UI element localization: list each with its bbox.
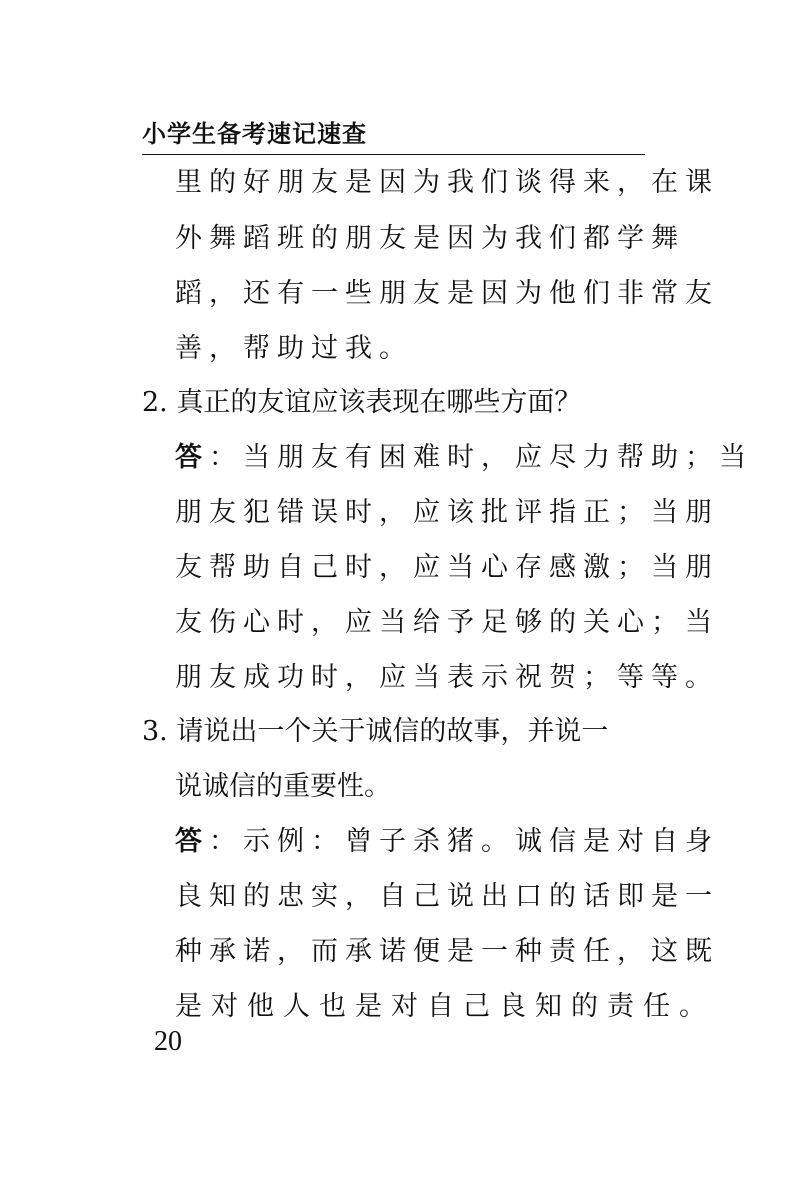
answer-label: 答: [175, 826, 209, 857]
answer-2-first-line: [175, 438, 753, 478]
answer-text: ：当朋友有困难时，应尽力帮助；当: [209, 442, 753, 473]
answer-line: 朋友犯错误时，应该批评指正；当朋: [175, 497, 719, 528]
question-3-line: 3. 请说出一个关于诚信的故事，并说一: [142, 716, 609, 747]
answer-line: 友帮助自己时，应当心存感激；当朋: [175, 552, 719, 583]
header-rule: [142, 154, 645, 155]
page-number: 20: [154, 1026, 182, 1057]
answer-line: 友伤心时，应当给予足够的关心；当: [175, 607, 719, 638]
text-line: 外舞蹈班的朋友是因为我们都学舞: [175, 223, 685, 254]
answer-line: 朋友成功时，应当表示祝贺；等等。: [175, 662, 719, 693]
text-line: 里的好朋友是因为我们谈得来，在课: [175, 167, 719, 198]
answer-text: ：示例：曾子杀猪。诚信是对自身: [209, 826, 719, 857]
text-line: 蹈，还有一些朋友是因为他们非常友: [175, 278, 719, 309]
question-3-line: 说诚信的重要性。: [175, 771, 391, 802]
answer-3-first-line: [175, 822, 719, 862]
question-2: 2. 真正的友谊应该表现在哪些方面？: [142, 387, 582, 418]
answer-label: 答: [175, 442, 209, 473]
answer-line: 是对他人也是对自己良知的责任。: [175, 991, 715, 1022]
answer-line: 良知的忠实，自己说出口的话即是一: [175, 881, 719, 912]
text-line: 善，帮助过我。: [175, 333, 413, 364]
answer-line: 种承诺，而承诺便是一种责任，这既: [175, 936, 719, 967]
running-header: 小学生备考速记速查: [142, 120, 367, 148]
